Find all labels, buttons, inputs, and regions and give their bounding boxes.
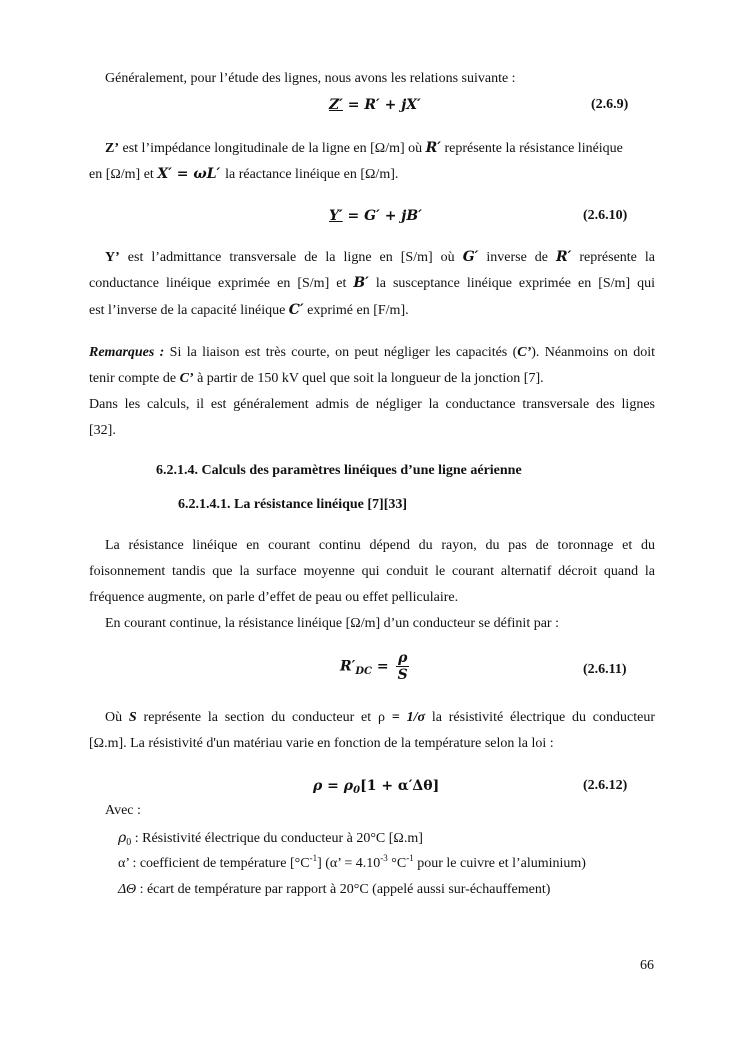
- section-heading: 6.2.1.4. Calculs des paramètres linéiques d’une ligne aérienne: [156, 463, 522, 478]
- remarks-line4: [32].: [89, 423, 116, 438]
- subsection-heading: 6.2.1.4.1. La résistance linéique [7][33]: [178, 497, 408, 512]
- remarks-line1: Remarques : Si la liaison est très courte, on peut négliger les capacités (C’). Néanmoins on doit: [89, 345, 655, 360]
- definition-alpha: α’ : coefficient de température $[^\circ C^{-1}] (\alpha$’ = $4.10^{-3}$ $^\circ C^{-1}$ pour le cuivre et l’aluminium): [118, 853, 586, 871]
- definition-rho0: $\rho_0$ : Résistivité électrique du conducteur à 20°C [Ω.m]: [118, 830, 423, 848]
- intro-text: Généralement, pour l’étude des lignes, nous avons les relations suivante :: [105, 71, 516, 86]
- equation-number: (2.6.9): [591, 97, 629, 112]
- equation-number: (2.6.11): [583, 662, 627, 677]
- equation-2-6-12: $\rho = \rho_0[1 + \alpha'\Delta\theta]$: [313, 778, 440, 796]
- fraction: $\frac{\rho}{S}$: [397, 650, 408, 683]
- equation-2-6-10: Y′ = G′ + jB′: [329, 208, 422, 224]
- paragraph-z-line1: Z’ est l’impédance longitudinale de la ligne en [Ω/m] où R′ représente la résistance linéique: [105, 140, 623, 156]
- avec-label: Avec :: [105, 803, 141, 818]
- paragraph-res-line3: fréquence augmente, on parle d’effet de peau ou effet pelliculaire.: [89, 590, 459, 605]
- paragraph-res-line2: foisonnement tandis que la surface moyenne qui conduit le courant alternatif décroit quand la: [89, 564, 655, 579]
- equation-number: (2.6.12): [583, 778, 628, 793]
- equation-2-6-9: Z′ = R′ + jX′: [329, 97, 421, 113]
- equation-number: (2.6.10): [583, 208, 628, 223]
- remarks-line2: tenir compte de C’ à partir de 150 kV quel que soit la longueur de la jonction [7].: [89, 371, 544, 386]
- paragraph-res-line4: En courant continue, la résistance linéique [Ω/m] d’un conducteur se définit par :: [105, 616, 559, 631]
- paragraph-s-line1: Où S représente la section du conducteur et ρ = 1/σ la résistivité électrique du conducteur: [105, 710, 655, 725]
- paragraph-y-line1: Y’ est l’admittance transversale de la ligne en [S/m] où G′ inverse de R′ représente la: [105, 249, 656, 265]
- definition-delta-theta: ΔΘ : écart de température par rapport à 20°C (appelé aussi sur-échauffement): [118, 882, 551, 897]
- paragraph-res-line1: La résistance linéique en courant continu dépend du rayon, du pas de toronnage et du: [105, 538, 655, 553]
- paragraph-z-line2: en [Ω/m] et X′ = ωL′ la réactance linéique en [Ω/m].: [89, 166, 399, 182]
- paragraph-s-line2: [Ω.m]. La résistivité d'un matériau varie en fonction de la température selon la loi :: [89, 736, 554, 751]
- equation-2-6-11: $R'_{DC}$ = $\frac{\rho}{S}$: [340, 650, 408, 683]
- page-number: 66: [640, 958, 654, 973]
- paragraph-y-line3: est l’inverse de la capacité linéique C′ exprimé en [F/m].: [89, 302, 409, 318]
- paragraph-y-line2: conductance linéique exprimée en [S/m] et B′ la susceptance linéique exprimée en [S/m] qui: [89, 275, 655, 291]
- remarks-line3: Dans les calculs, il est généralement admis de négliger la conductance transversale des lignes: [89, 397, 655, 412]
